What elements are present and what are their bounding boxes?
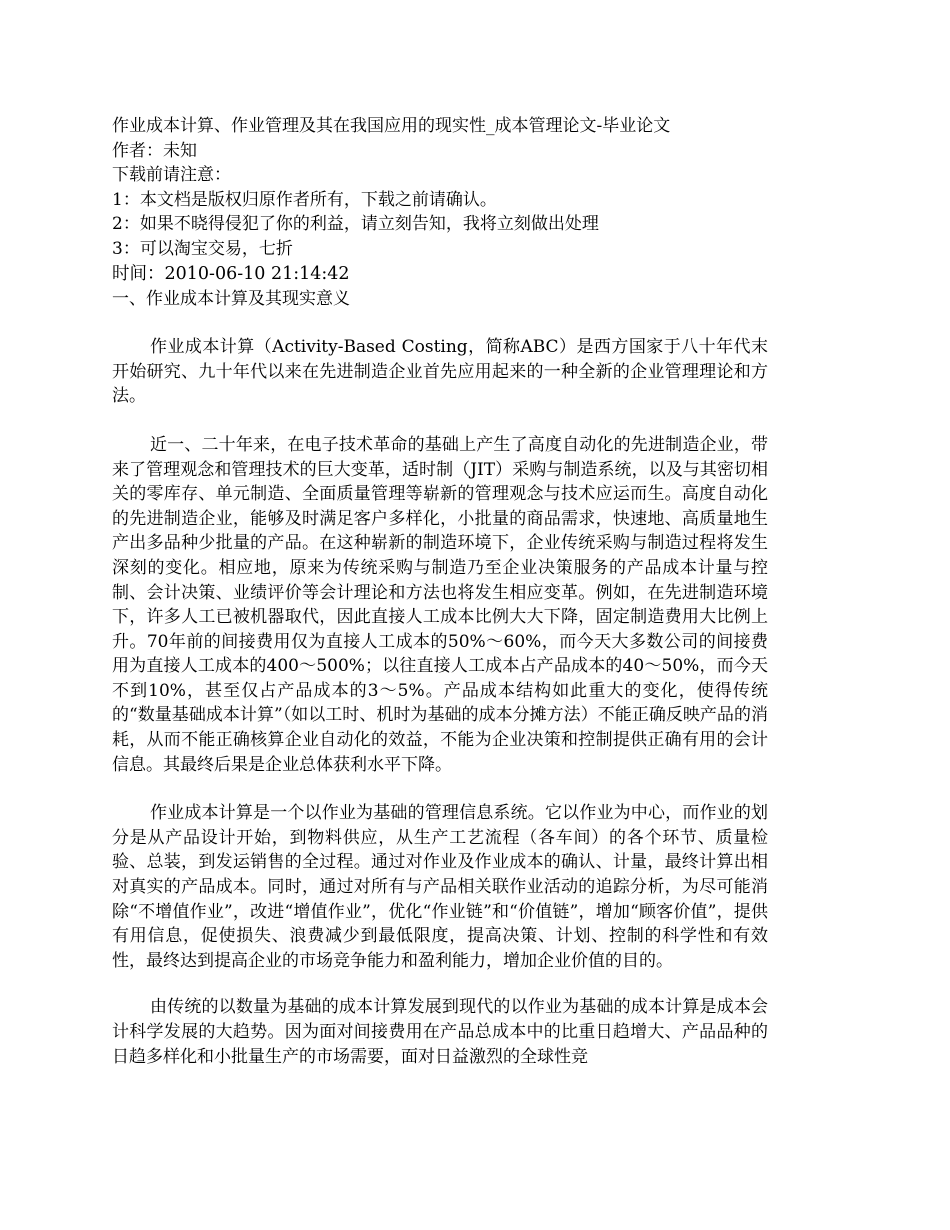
notice-item: 1：本文档是版权归原作者所有，下载之前请确认。: [112, 189, 497, 210]
author-line: 作者：未知: [112, 140, 197, 161]
timestamp-line: 时间：2010-06-10 21:14:42: [112, 263, 350, 284]
body-paragraph: 近一、二十年来，在电子技术革命的基础上产生了高度自动化的先进制造企业，带来了管理观念和管理技术的巨大变革，适时制（JIT）采购与制造系统，以及与其密切相关的零库存、单元制造、全面质量管理等崭新的管理观念与技术应运而生。高度自动化的先进制造企业，能够及时满足客户多样化，小批量的商品需求，快速地、高质量地生产出多品种少批量的产品。在这种崭新的制造环境下，企业传统采购与制造过程将发生深刻的变化。相应地，原来为传统采购与制造乃至企业决策服务的产品成本计量与控制、会计决策、业绩评价等会计理论和方法也将发生相应变革。例如，在先进制造环境下，许多人工已被机器取代，因此直接人工成本比例大大下降，固定制造费用大比例上升。70年前的间接费用仅为直接人工成本的50%～60%，而今天大多数公司的间接费用为直接人工成本的400～500%；以往直接人工成本占产品成本的40～50%，而今天不到10%，甚至仅占产品成本的3～5%。产品成本结构如此重大的变化，使得传统的“数量基础成本计算”（如以工时、机时为基础的成本分摊方法）不能正确反映产品的消耗，从而不能正确核算企业自动化的效益，不能为企业决策和控制提供正确有用的会计信息。其最终后果是企业总体获利水平下降。: [112, 434, 768, 775]
body-paragraph: 由传统的以数量为基础的成本计算发展到现代的以作业为基础的成本计算是成本会计科学发展的大趋势。因为面对间接费用在产品总成本中的比重日趋增大、产品品种的日趋多样化和小批量生产的市场需要，面对日益激烈的全球性竞: [112, 997, 768, 1067]
notice-item: 3：可以淘宝交易，七折: [112, 238, 293, 259]
body-paragraph: 作业成本计算（Activity-Based Costing，简称ABC）是西方国家于八十年代末开始研究、九十年代以来在先进制造企业首先应用起来的一种全新的企业管理理论和方法。: [112, 337, 768, 407]
notice-item: 2：如果不晓得侵犯了你的利益，请立刻告知，我将立刻做出处理: [112, 214, 599, 235]
notice-heading: 下载前请注意：: [112, 165, 231, 186]
body-paragraph: 作业成本计算是一个以作业为基础的管理信息系统。它以作业为中心，而作业的划分是从产品设计开始，到物料供应，从生产工艺流程（各车间）的各个环节、质量检验、总装，到发运销售的全过程。通过对作业及作业成本的确认、计量，最终计算出相对真实的产品成本。同时，通过对所有与产品相关联作业活动的追踪分析，为尽可能消除“不增值作业”，改进“增值作业”，优化“作业链”和“价值链”，增加“顾客价值”，提供有用信息，促使损失、浪费减少到最低限度，提高决策、计划、控制的科学性和有效性，最终达到提高企业的市场竞争能力和盈利能力，增加企业价值的目的。: [112, 803, 768, 971]
document-title: 作业成本计算、作业管理及其在我国应用的现实性_成本管理论文-毕业论文: [112, 116, 671, 136]
section-heading: 一、作业成本计算及其现实意义: [112, 288, 350, 309]
document-page: [112, 114, 768, 1069]
